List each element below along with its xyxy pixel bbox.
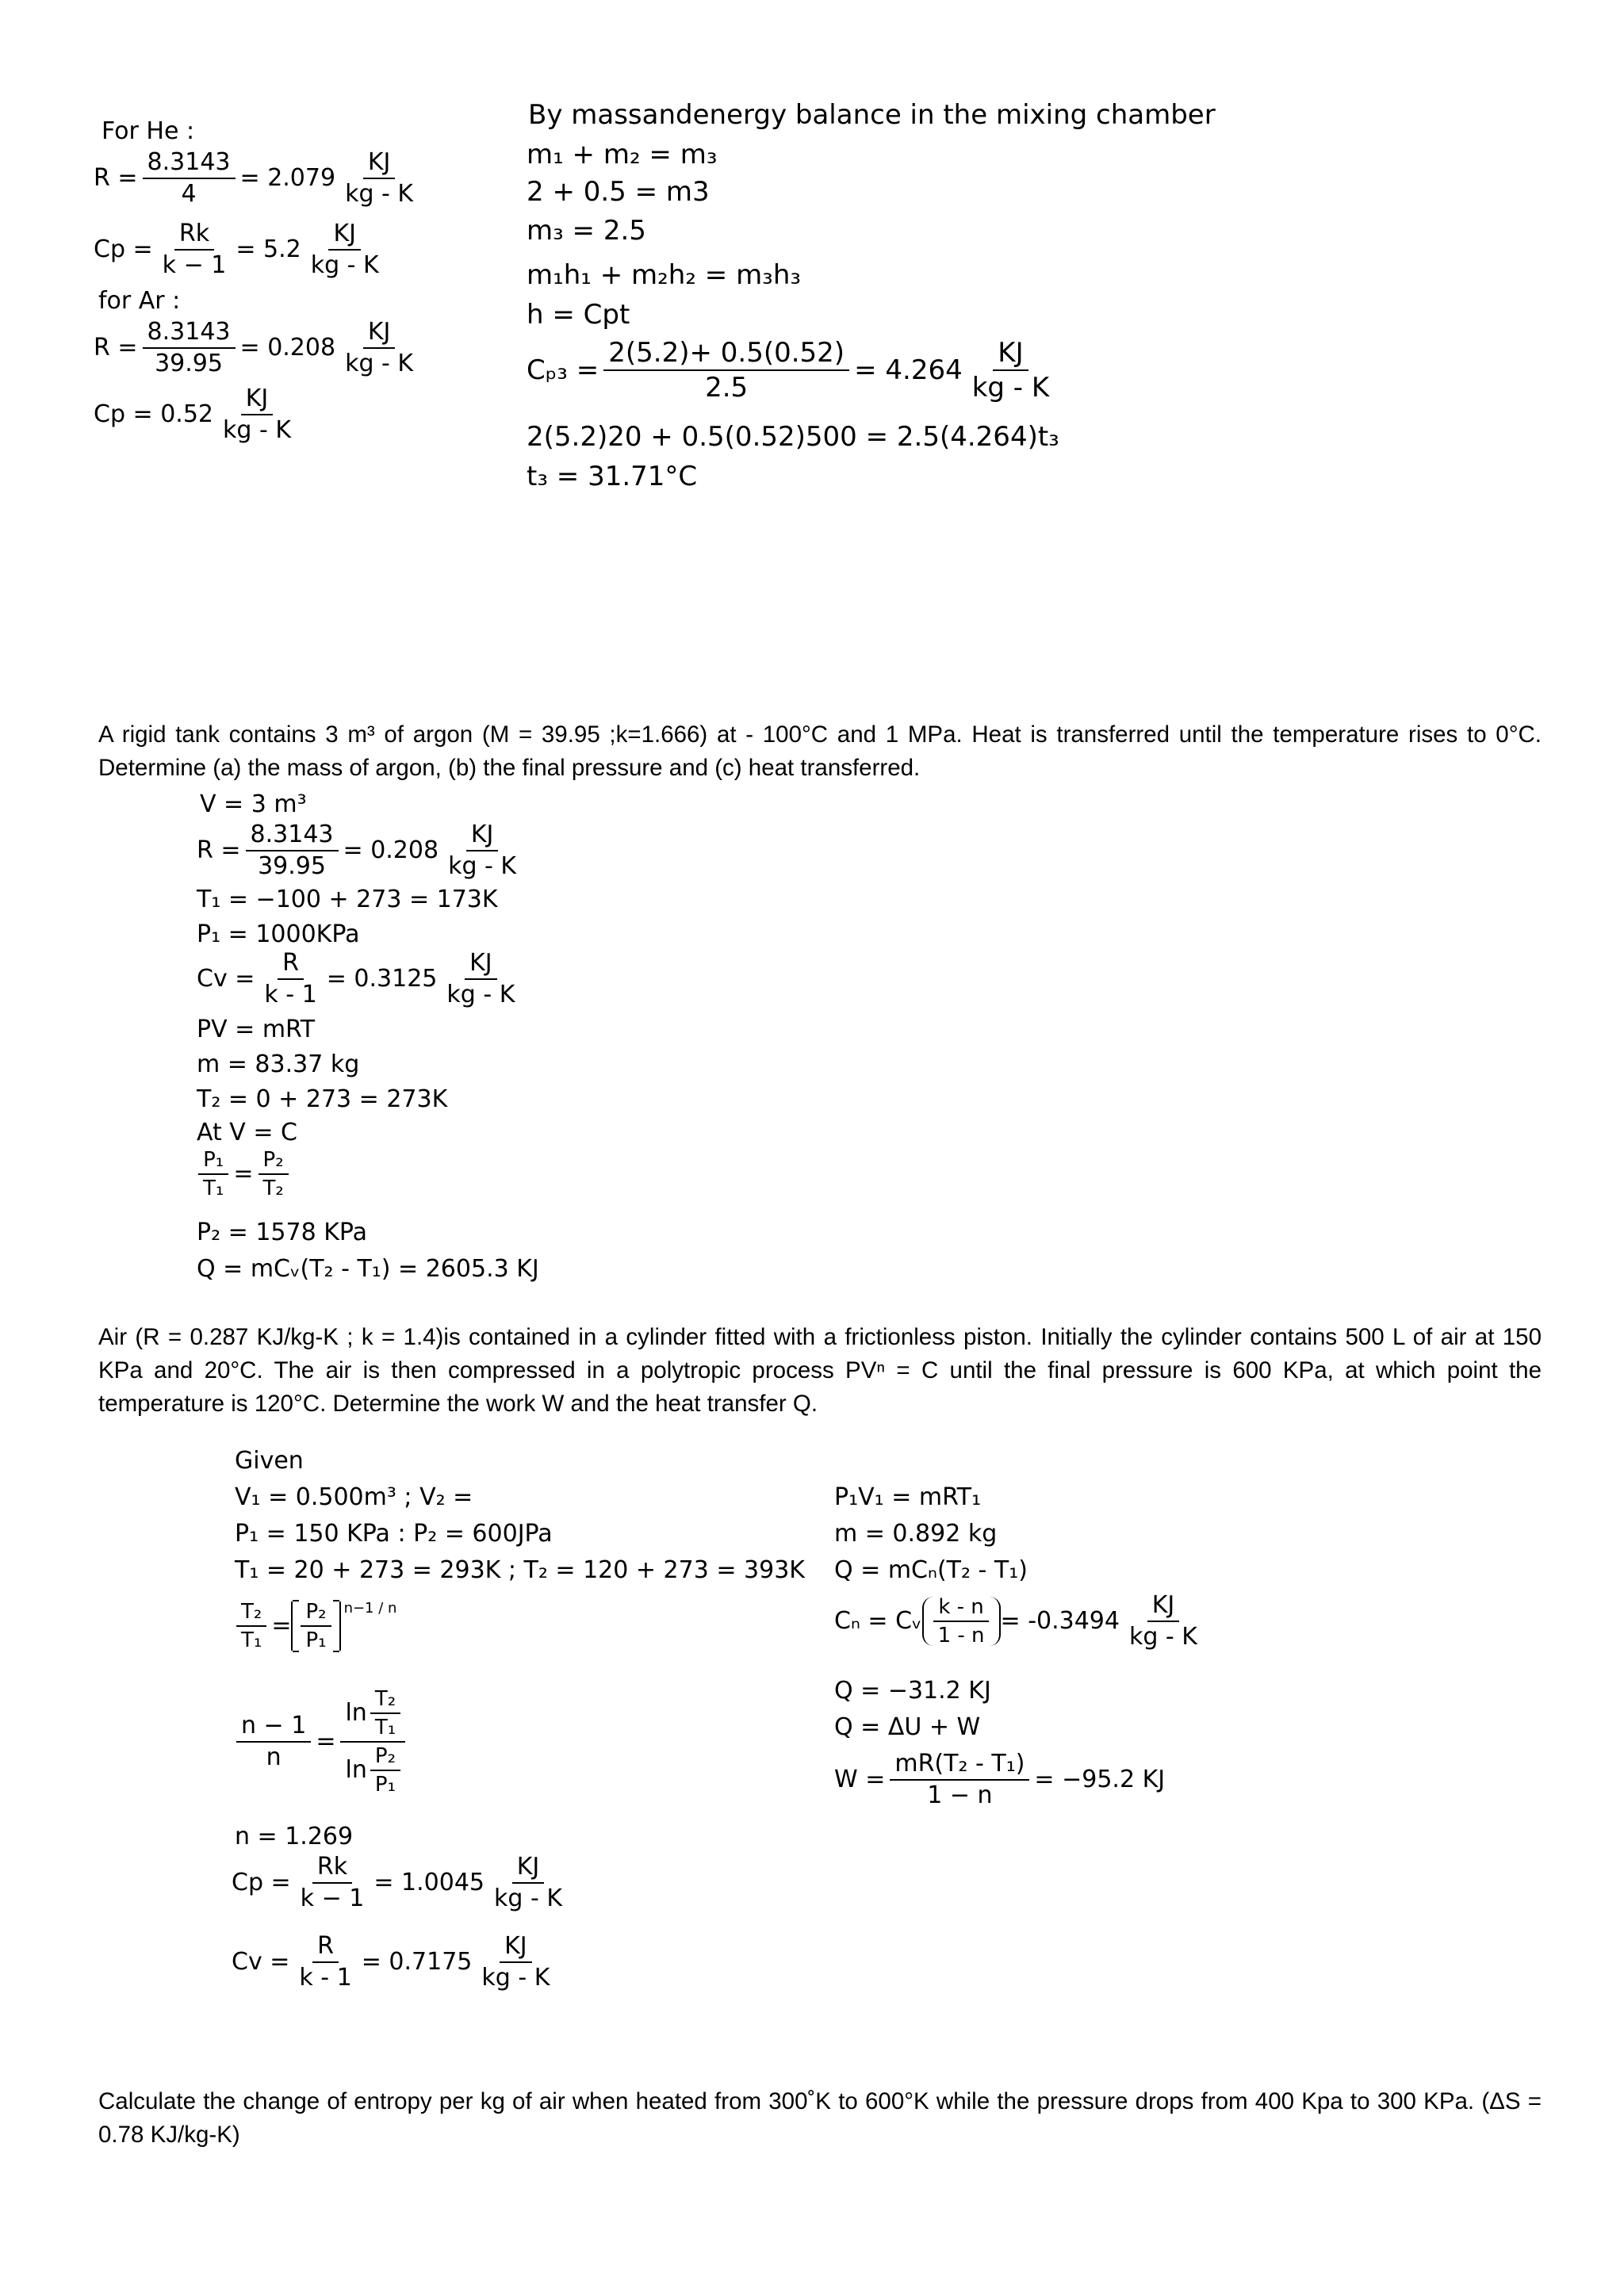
p3-mass: m = 0.892 kg — [834, 1520, 998, 1548]
mass-balance: m₁ + m₂ = m₃ — [527, 139, 718, 170]
mixing-heading: By massandenergy balance in the mixing chamber — [528, 99, 1216, 131]
t3-result: t₃ = 31.71°C — [527, 461, 698, 492]
p3-ideal-gas: P₁V₁ = mRT₁ — [834, 1483, 982, 1511]
p2-p2: P₂ = 1578 KPa — [197, 1219, 368, 1246]
p2-constant-volume: At V = C — [197, 1119, 297, 1146]
p2-heat: Q = mCᵥ(T₂ - T₁) = 2605.3 KJ — [197, 1255, 539, 1283]
p3-n-value: n = 1.269 — [235, 1823, 354, 1850]
m3-value: m₃ = 2.5 — [527, 215, 646, 247]
p3-volumes: V₁ = 0.500m³ ; V₂ = — [235, 1483, 473, 1511]
p3-temperature-ratio: $\frac{\text{T₂}}{\text{T₁}}$ = $\frac{\text{P₂}}{\text{P₁}}$ n−1 / n — [232, 1601, 396, 1651]
r-he-equation: R = $\frac{8.3143}{4}$ = 2.079 $\frac{KJ}{kg - K}$ — [94, 148, 414, 208]
p3-temperatures: T₁ = 20 + 273 = 293K ; T₂ = 120 + 273 = 393K — [235, 1556, 805, 1584]
enthalpy-def: h = Cpt — [527, 299, 630, 331]
ar-label: for Ar : — [98, 287, 181, 315]
p3-cv-equation: Cv = $\frac{R}{k - 1}$ = 0.7175 $\frac{KJ}{kg - K}$ — [232, 1932, 550, 1992]
cp-ar-equation: Cp = 0.52 $\frac{KJ}{kg - K}$ — [94, 385, 291, 444]
t3-solve: 2(5.2)20 + 0.5(0.52)500 = 2.5(4.264)t₃ — [527, 421, 1059, 453]
p3-heat-formula: Q = mCₙ(T₂ - T₁) — [834, 1556, 1028, 1584]
mass-values: 2 + 0.5 = m3 — [527, 176, 710, 208]
p3-given: Given — [235, 1447, 304, 1475]
p3-cp-equation: Cp = $\frac{Rk}{k - 1}$ = 1.0045 $\frac{KJ}{kg - K}$ — [232, 1853, 562, 1912]
energy-balance: m₁h₁ + m₂h₂ = m₃h₃ — [527, 259, 801, 291]
p3-heat-value: Q = −31.2 KJ — [834, 1677, 991, 1705]
p3-first-law: Q = ΔU + W — [834, 1713, 981, 1741]
p2-volume: V = 3 m³ — [200, 790, 307, 818]
problem3-statement: Air (R = 0.287 KJ/kg-K ; k = 1.4)is contained in a cylinder fitted with a frictionless piston. Initially the cylinder contains 500 L of air at 150 KPa and 20°C. The air is then compressed in a polytropic process PVⁿ = C until the final pressure is 600 KPa, at which point the temperature is 120°C. Determine the work W and the heat transfer Q. — [98, 1324, 1542, 1417]
p2-t2: T₂ = 0 + 273 = 273K — [197, 1085, 448, 1113]
p2-cv-equation: Cv = $\frac{R}{k - 1}$ = 0.3125 $\frac{KJ}{kg - K}$ — [197, 949, 515, 1008]
p3-pressures: P₁ = 150 KPa : P₂ = 600JPa — [235, 1520, 553, 1548]
he-label: For He : — [102, 117, 195, 145]
p2-pressure-ratio: $\frac{\text{P₁}}{\text{T₁}}$ = $\frac{\text{P₂}}{\text{T₂}}$ — [193, 1150, 293, 1199]
p3-n-equation: $\frac{n - 1}{n}$ = ln $\frac{\text{T₂}}{\text{T₁}}$ ln $\frac{\text{P₂}}{\text{P₁}}$ — [232, 1689, 410, 1795]
p3-cn-equation: Cₙ = Cᵥ $\frac{k - n}{1 - n}$ = -0.3494 $\frac{KJ}{kg - K}$ — [834, 1591, 1197, 1651]
p2-mass: m = 83.37 kg — [197, 1050, 360, 1078]
cp-he-equation: Cp = $\frac{Rk}{k - 1}$ = 5.2 $\frac{KJ}{kg - K}$ — [94, 220, 379, 279]
p2-t1: T₁ = −100 + 273 = 173K — [197, 886, 498, 913]
problem4-statement: Calculate the change of entropy per kg of air when heated from 300˚K to 600°K while the pressure drops from 400 Kpa to 300 KPa. (ΔS = 0.78 KJ/kg-K) — [98, 2088, 1542, 2148]
p2-r-equation: R = $\frac{8.3143}{39.95}$ = 0.208 $\frac{KJ}{kg - K}$ — [197, 821, 517, 880]
p2-ideal-gas: PV = mRT — [197, 1016, 316, 1043]
r-ar-equation: R = $\frac{8.3143}{39.95}$ = 0.208 $\frac{KJ}{kg - K}$ — [94, 318, 414, 377]
problem2-statement: A rigid tank contains 3 m³ of argon (M = 39.95 ;k=1.666) at - 100°C and 1 MPa. Heat is transferred until the temperature rises to 0°C. Determine (a) the mass of argon, (b) the final pressure and (c) heat transferred. — [98, 721, 1542, 781]
p2-p1: P₁ = 1000KPa — [197, 920, 360, 948]
p3-work-equation: W = $\frac{\text{mR(T₂ - T₁)}}{1 - n}$ = −95.2 KJ — [834, 1750, 1166, 1809]
cp3-equation: Cₚ₃ = $\frac{2(5.2)+ 0.5(0.52)}{2.5}$ = 4.264 $\frac{KJ}{kg - K}$ — [527, 337, 1050, 404]
